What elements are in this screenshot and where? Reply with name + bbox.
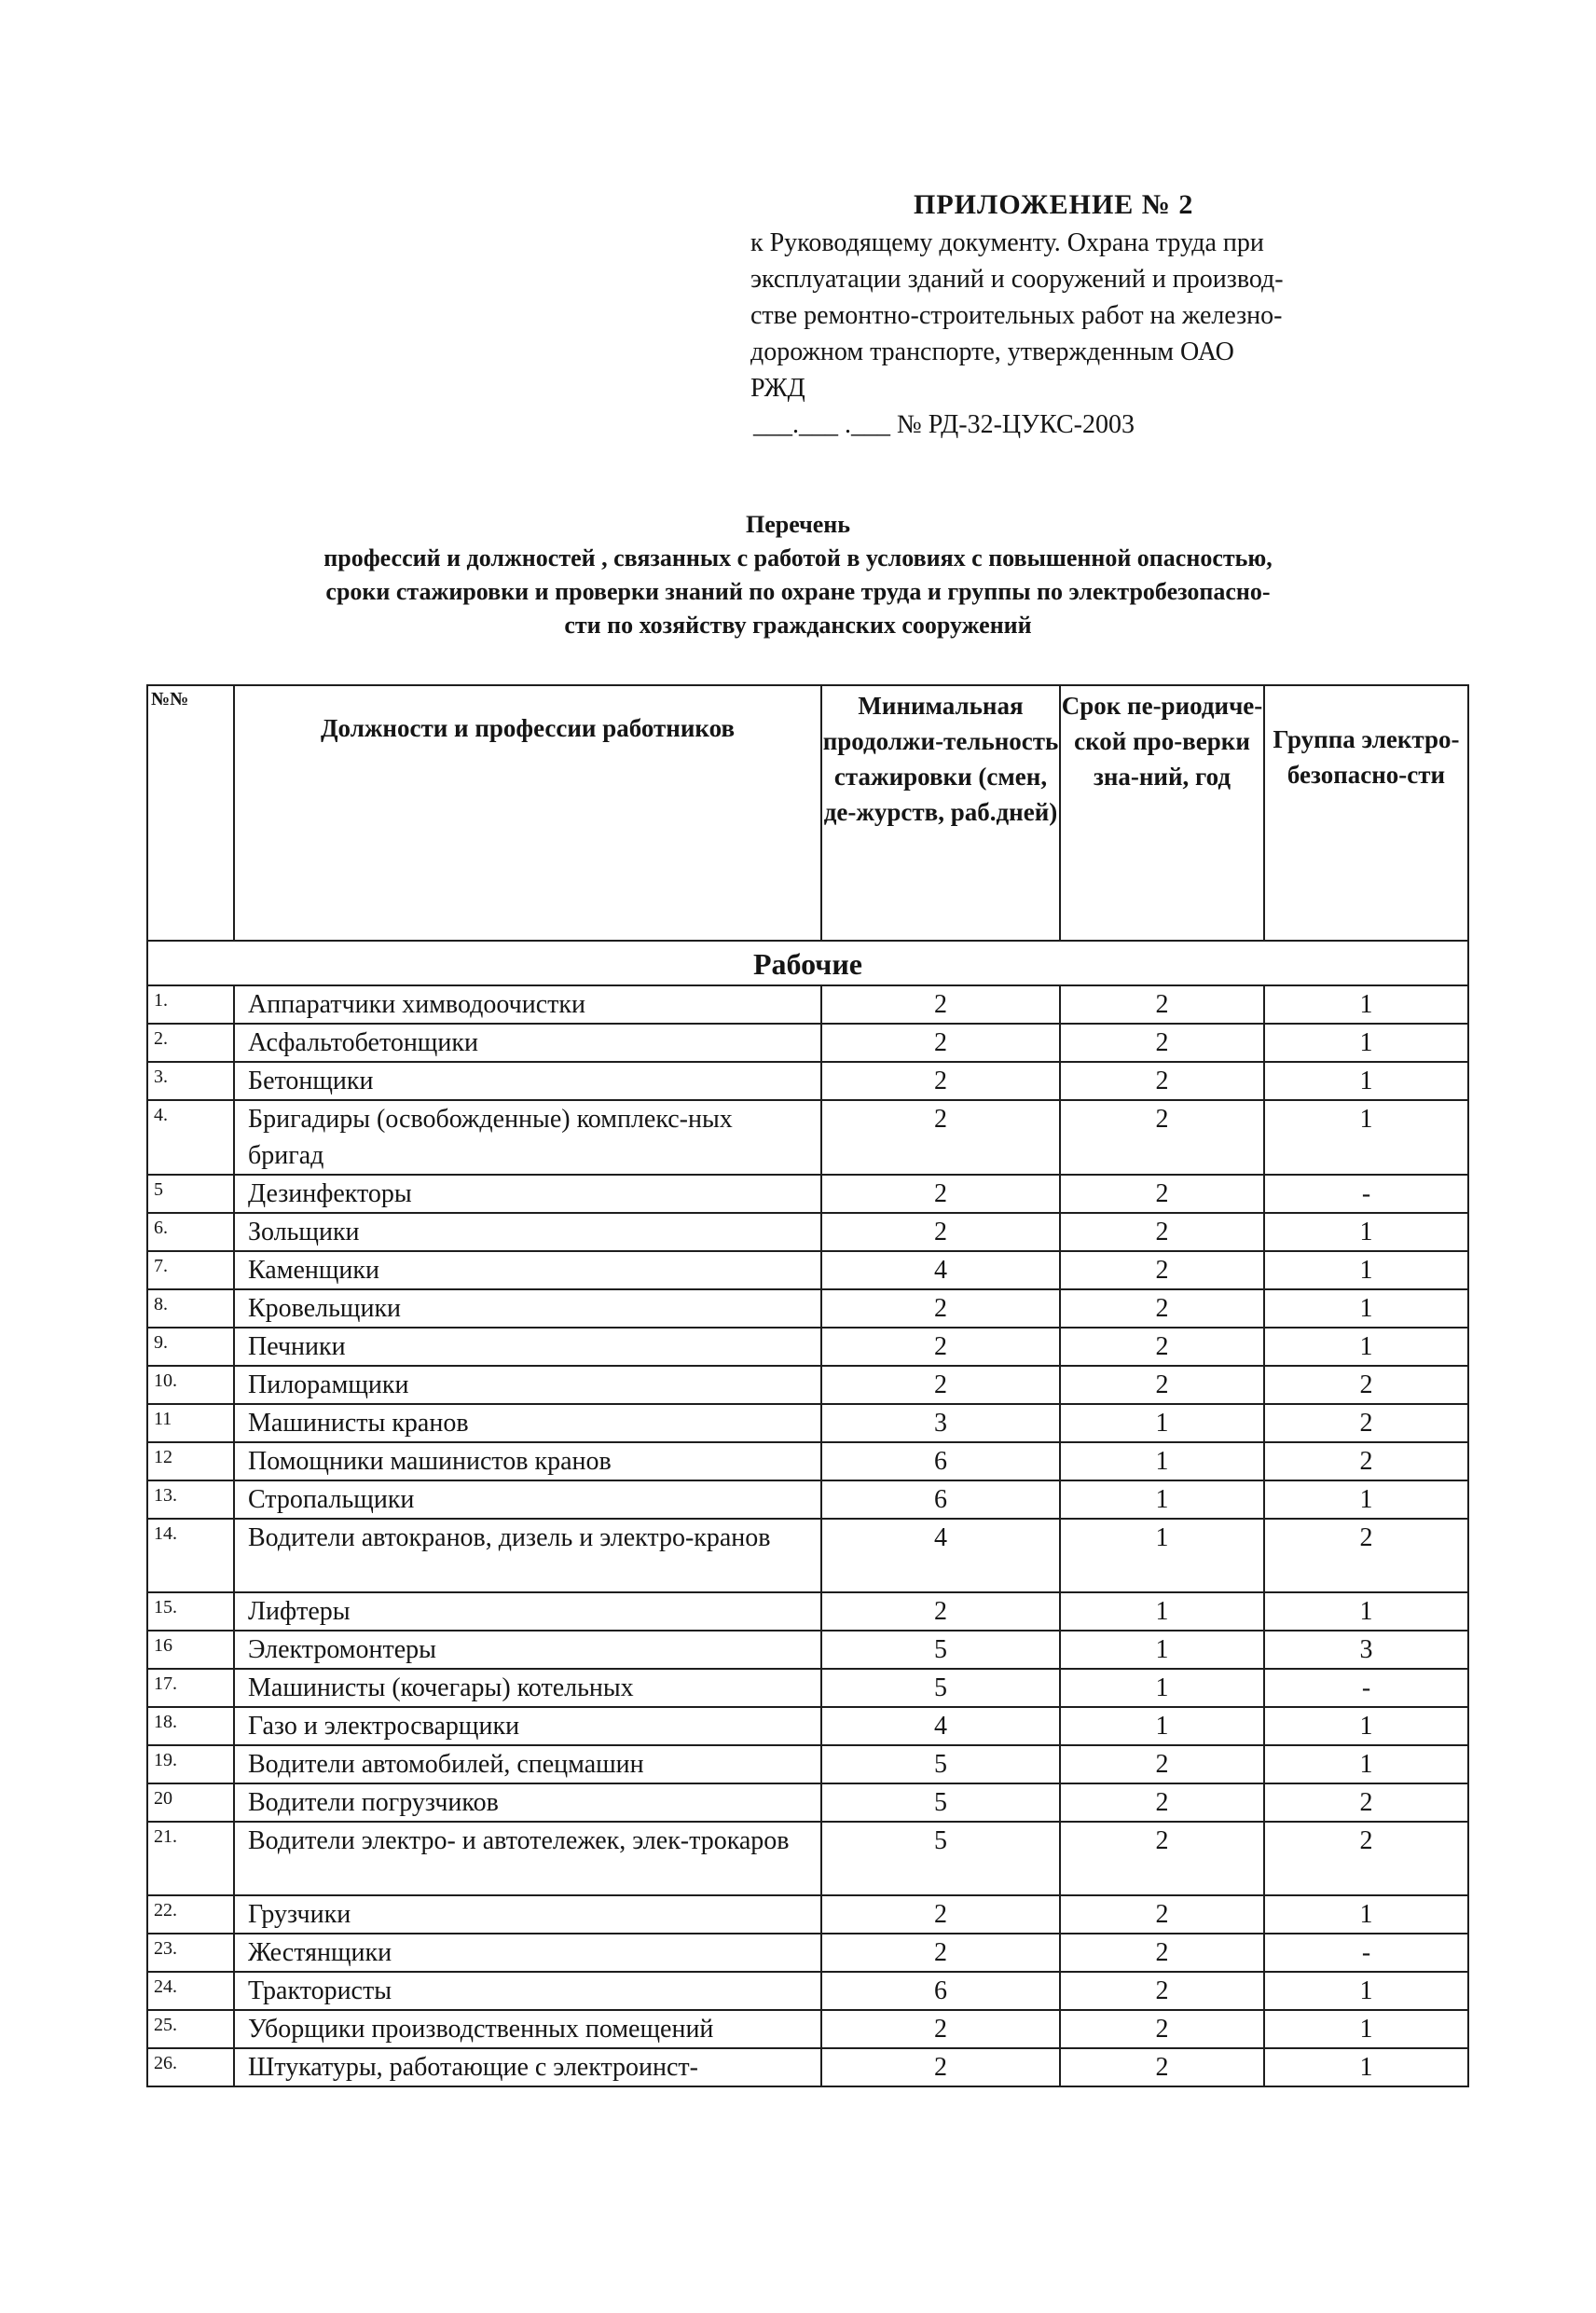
row-check-period: 2	[1060, 1289, 1264, 1328]
row-check-period: 2	[1060, 1366, 1264, 1404]
row-profession: Зольщики	[234, 1213, 821, 1251]
list-heading-line: сроки стажировки и проверки знаний по охране труда и группы по электробезопасно-	[325, 578, 1271, 605]
table-row	[147, 1783, 1468, 1822]
row-check-period: 1	[1060, 1592, 1264, 1631]
appendix-line: стве ремонтно-строительных работ на железно-	[750, 301, 1283, 330]
row-number: 4.	[147, 1100, 234, 1175]
row-check-period: 1	[1060, 1631, 1264, 1669]
row-number: 26.	[147, 2048, 234, 2086]
table-row	[147, 1895, 1468, 1934]
row-number: 14.	[147, 1519, 234, 1592]
row-profession: Бригадиры (освобожденные) комплекс-ных бригад	[234, 1100, 821, 1175]
row-min-training: 2	[821, 2010, 1060, 2048]
appendix-block	[750, 186, 1422, 443]
table-body	[147, 941, 1468, 2086]
row-profession: Стропальщики	[234, 1480, 821, 1519]
row-elec-group: 1	[1264, 2048, 1468, 2086]
header-name: Должности и профессии работников	[234, 685, 821, 941]
table-row	[147, 1442, 1468, 1480]
table-row	[147, 1822, 1468, 1895]
row-min-training: 6	[821, 1442, 1060, 1480]
row-profession: Машинисты (кочегары) котельных	[234, 1669, 821, 1707]
row-profession: Пилорамщики	[234, 1366, 821, 1404]
row-number: 20	[147, 1783, 234, 1822]
row-min-training: 3	[821, 1404, 1060, 1442]
row-elec-group: 1	[1264, 1972, 1468, 2010]
row-elec-group: 1	[1264, 1480, 1468, 1519]
row-number: 11	[147, 1404, 234, 1442]
row-check-period: 2	[1060, 1251, 1264, 1289]
header-min-training: Минимальная продолжи-тельность стажировки (смен, де-журств, раб.дней)	[821, 685, 1060, 941]
row-min-training: 2	[821, 1062, 1060, 1100]
row-min-training: 2	[821, 1366, 1060, 1404]
row-profession: Помощники машинистов кранов	[234, 1442, 821, 1480]
row-check-period: 2	[1060, 1175, 1264, 1213]
table-row	[147, 2010, 1468, 2048]
table-row	[147, 1175, 1468, 1213]
row-check-period: 2	[1060, 1328, 1264, 1366]
row-elec-group: 1	[1264, 1024, 1468, 1062]
row-min-training: 5	[821, 1669, 1060, 1707]
table-row	[147, 1519, 1468, 1592]
row-number: 7.	[147, 1251, 234, 1289]
table-row	[147, 985, 1468, 1024]
row-min-training: 2	[821, 2048, 1060, 2086]
row-profession: Аппаратчики химводоочистки	[234, 985, 821, 1024]
row-number: 2.	[147, 1024, 234, 1062]
row-elec-group: 1	[1264, 1289, 1468, 1328]
row-check-period: 2	[1060, 985, 1264, 1024]
row-number: 15.	[147, 1592, 234, 1631]
row-profession: Водители электро- и автотележек, элек-трокаров	[234, 1822, 821, 1895]
row-min-training: 5	[821, 1631, 1060, 1669]
row-check-period: 2	[1060, 1895, 1264, 1934]
row-profession: Машинисты кранов	[234, 1404, 821, 1442]
list-heading-title: Перечень	[745, 511, 851, 538]
row-elec-group: -	[1264, 1175, 1468, 1213]
row-min-training: 5	[821, 1783, 1060, 1822]
row-elec-group: 2	[1264, 1783, 1468, 1822]
row-check-period: 1	[1060, 1480, 1264, 1519]
row-number: 24.	[147, 1972, 234, 2010]
row-number: 3.	[147, 1062, 234, 1100]
row-min-training: 6	[821, 1972, 1060, 2010]
row-profession: Трактористы	[234, 1972, 821, 2010]
row-min-training: 2	[821, 1934, 1060, 1972]
table-row	[147, 1480, 1468, 1519]
header-elec-group: Группа электро-безопасно-сти	[1264, 685, 1468, 941]
row-profession: Водители автомобилей, спецмашин	[234, 1745, 821, 1783]
row-elec-group: -	[1264, 1669, 1468, 1707]
table-row	[147, 1592, 1468, 1631]
row-number: 23.	[147, 1934, 234, 1972]
row-profession: Водители автокранов, дизель и электро-кранов	[234, 1519, 821, 1592]
row-profession: Каменщики	[234, 1251, 821, 1289]
row-min-training: 2	[821, 1895, 1060, 1934]
row-elec-group: 1	[1264, 1592, 1468, 1631]
row-min-training: 4	[821, 1707, 1060, 1745]
header-check-period: Срок пе-риодиче-ской про-верки зна-ний, год	[1060, 685, 1264, 941]
table-row	[147, 1289, 1468, 1328]
row-min-training: 5	[821, 1745, 1060, 1783]
row-min-training: 5	[821, 1822, 1060, 1895]
row-min-training: 2	[821, 1175, 1060, 1213]
row-check-period: 2	[1060, 1934, 1264, 1972]
row-number: 1.	[147, 985, 234, 1024]
row-elec-group: 1	[1264, 1062, 1468, 1100]
row-check-period: 2	[1060, 1213, 1264, 1251]
table-row	[147, 1707, 1468, 1745]
row-elec-group: 1	[1264, 1745, 1468, 1783]
row-min-training: 2	[821, 1213, 1060, 1251]
row-check-period: 2	[1060, 2048, 1264, 2086]
row-elec-group: 1	[1264, 2010, 1468, 2048]
table-row	[147, 1062, 1468, 1100]
row-min-training: 2	[821, 1289, 1060, 1328]
row-elec-group: 3	[1264, 1631, 1468, 1669]
row-min-training: 4	[821, 1519, 1060, 1592]
row-elec-group: -	[1264, 1934, 1468, 1972]
row-number: 18.	[147, 1707, 234, 1745]
row-check-period: 2	[1060, 1745, 1264, 1783]
row-min-training: 2	[821, 1592, 1060, 1631]
row-profession: Печники	[234, 1328, 821, 1366]
row-min-training: 2	[821, 1328, 1060, 1366]
row-number: 9.	[147, 1328, 234, 1366]
row-number: 17.	[147, 1669, 234, 1707]
table-header-row	[147, 685, 1468, 941]
row-check-period: 1	[1060, 1404, 1264, 1442]
row-profession: Дезинфекторы	[234, 1175, 821, 1213]
appendix-line: эксплуатации зданий и сооружений и производ-	[750, 265, 1284, 294]
row-check-period: 1	[1060, 1442, 1264, 1480]
row-profession: Кровельщики	[234, 1289, 821, 1328]
row-profession: Штукатуры, работающие с электроинст-	[234, 2048, 821, 2086]
row-profession: Электромонтеры	[234, 1631, 821, 1669]
row-elec-group: 1	[1264, 1895, 1468, 1934]
list-heading-line: профессий и должностей , связанных с работой в условиях с повышенной опасностью,	[323, 544, 1273, 571]
row-elec-group: 2	[1264, 1404, 1468, 1442]
table-row	[147, 1669, 1468, 1707]
row-number: 5	[147, 1175, 234, 1213]
row-elec-group: 1	[1264, 1251, 1468, 1289]
appendix-line: дорожном транспорте, утвержденным ОАО	[750, 337, 1234, 366]
table-row	[147, 1745, 1468, 1783]
row-number: 19.	[147, 1745, 234, 1783]
row-number: 22.	[147, 1895, 234, 1934]
row-elec-group: 1	[1264, 985, 1468, 1024]
row-check-period: 2	[1060, 1062, 1264, 1100]
row-number: 6.	[147, 1213, 234, 1251]
row-number: 8.	[147, 1289, 234, 1328]
section-row	[147, 941, 1468, 985]
row-min-training: 4	[821, 1251, 1060, 1289]
row-profession: Водители погрузчиков	[234, 1783, 821, 1822]
table-row	[147, 2048, 1468, 2086]
table-row	[147, 1366, 1468, 1404]
row-elec-group: 2	[1264, 1822, 1468, 1895]
row-elec-group: 2	[1264, 1366, 1468, 1404]
table-row	[147, 1404, 1468, 1442]
row-check-period: 1	[1060, 1707, 1264, 1745]
row-number: 10.	[147, 1366, 234, 1404]
row-number: 25.	[147, 2010, 234, 2048]
appendix-line: РЖД	[750, 374, 805, 403]
section-label: Рабочие	[147, 941, 1468, 985]
appendix-doc-ref: ___.___ .___ № РД-32-ЦУКС-2003	[753, 410, 1135, 439]
row-number: 12	[147, 1442, 234, 1480]
row-elec-group: 1	[1264, 1328, 1468, 1366]
row-check-period: 2	[1060, 2010, 1264, 2048]
row-elec-group: 1	[1264, 1213, 1468, 1251]
row-check-period: 1	[1060, 1519, 1264, 1592]
row-elec-group: 1	[1264, 1707, 1468, 1745]
table-row	[147, 1024, 1468, 1062]
row-number: 21.	[147, 1822, 234, 1895]
table-row	[147, 1251, 1468, 1289]
row-profession: Уборщики производственных помещений	[234, 2010, 821, 2048]
table-row	[147, 1631, 1468, 1669]
row-min-training: 6	[821, 1480, 1060, 1519]
appendix-line: к Руководящему документу. Охрана труда при	[750, 228, 1264, 257]
row-profession: Асфальтобетонщики	[234, 1024, 821, 1062]
row-number: 13.	[147, 1480, 234, 1519]
row-profession: Газо и электросварщики	[234, 1707, 821, 1745]
table-row	[147, 1934, 1468, 1972]
row-check-period: 2	[1060, 1024, 1264, 1062]
appendix-title: ПРИЛОЖЕНИЕ № 2	[914, 189, 1194, 220]
table-row	[147, 1213, 1468, 1251]
row-check-period: 2	[1060, 1822, 1264, 1895]
row-profession: Лифтеры	[234, 1592, 821, 1631]
header-num: №№	[147, 685, 234, 941]
row-check-period: 1	[1060, 1669, 1264, 1707]
row-number: 16	[147, 1631, 234, 1669]
row-check-period: 2	[1060, 1100, 1264, 1175]
table-row	[147, 1100, 1468, 1175]
row-elec-group: 1	[1264, 1100, 1468, 1175]
row-check-period: 2	[1060, 1972, 1264, 2010]
row-profession: Бетонщики	[234, 1062, 821, 1100]
professions-table	[146, 684, 1469, 2087]
row-min-training: 2	[821, 985, 1060, 1024]
table-row	[147, 1328, 1468, 1366]
row-profession: Жестянщики	[234, 1934, 821, 1972]
row-profession: Грузчики	[234, 1895, 821, 1934]
table-row	[147, 1972, 1468, 2010]
row-min-training: 2	[821, 1024, 1060, 1062]
list-heading	[140, 508, 1456, 642]
row-elec-group: 2	[1264, 1519, 1468, 1592]
list-heading-line: сти по хозяйству гражданских сооружений	[564, 612, 1032, 639]
row-elec-group: 2	[1264, 1442, 1468, 1480]
row-min-training: 2	[821, 1100, 1060, 1175]
row-check-period: 2	[1060, 1783, 1264, 1822]
